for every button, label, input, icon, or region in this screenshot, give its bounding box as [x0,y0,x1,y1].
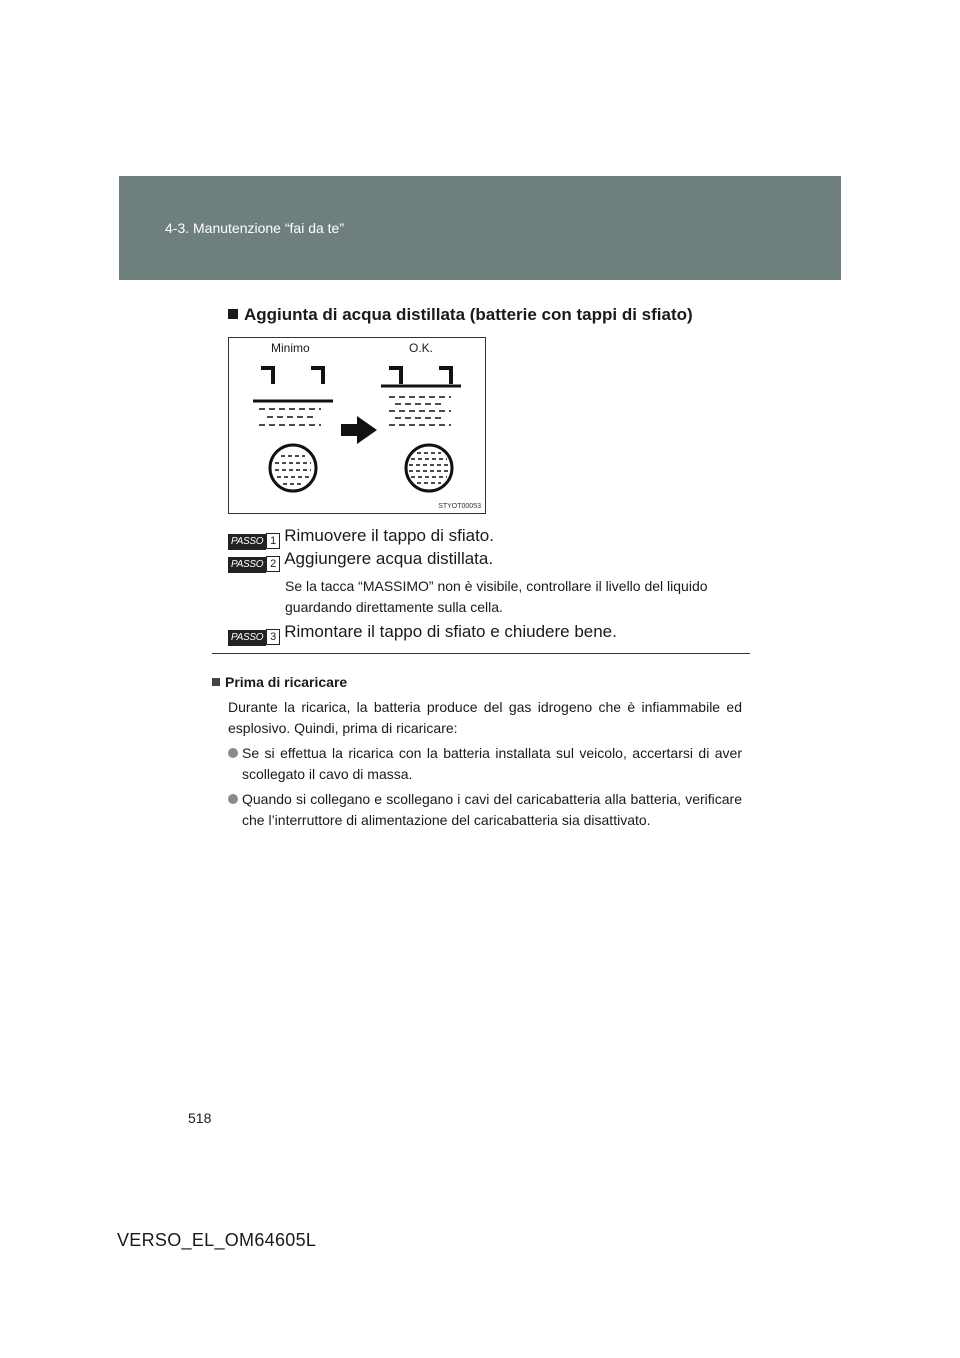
subsection-heading [228,305,693,325]
page-number: 518 [188,1110,212,1126]
step-1 [228,526,494,546]
document-code: VERSO_EL_OM64605L [117,1230,317,1250]
step-2-note: Se la tacca “MASSIMO” non è visibile, controllare il livello del liquido guardando direttamente sulla cella. [285,578,708,615]
cell-ok [381,368,461,491]
step-badge: PASSO 2 [228,552,280,568]
bullet-text: Se si effettua la ricarica con la batteria installata sul veicolo, accertarsi di aver scollegato il cavo di massa. [242,745,742,782]
cell-minimum [253,368,333,491]
section-title: 4-3. Manutenzione “fai da te” [165,220,344,236]
step-text: Rimontare il tappo di sfiato e chiudere bene. [284,622,617,641]
battery-illustration [229,338,485,513]
note-bullet-1 [228,743,742,785]
step-3 [228,622,617,642]
note-title [212,674,347,690]
step-text: Aggiungere acqua distillata. [284,549,494,568]
arrow-right-icon [341,416,377,444]
section-header-bar [119,176,841,280]
note-bullet-2 [228,789,742,831]
figure-code: STYOT00053 [438,503,481,510]
bullet-dot-icon [228,748,238,758]
square-bullet-icon [212,678,220,686]
note-body: Durante la ricarica, la batteria produce del gas idrogeno che è infiammabile ed esplosivo. Quindi, prima di ricaricare: [228,699,742,736]
battery-figure [228,337,486,514]
step-badge: PASSO 3 [228,625,280,641]
label-ok: O.K. [409,341,434,355]
divider [212,653,750,654]
bullet-text: Quando si collegano e scollegano i cavi del caricabatteria alla batteria, verificare che l’interruttore di alimentazione del caricabatteria sia disattivato. [242,791,742,828]
step-text: Rimuovere il tappo di sfiato. [284,526,494,545]
square-bullet-icon [228,309,238,319]
label-minimo: Minimo [271,341,310,355]
step-badge: PASSO 1 [228,529,280,545]
note-title-text: Prima di ricaricare [225,674,348,690]
step-2 [228,549,493,569]
bullet-dot-icon [228,794,238,804]
heading-text: Aggiunta di acqua distillata (batterie con tappi di sfiato) [244,305,693,324]
